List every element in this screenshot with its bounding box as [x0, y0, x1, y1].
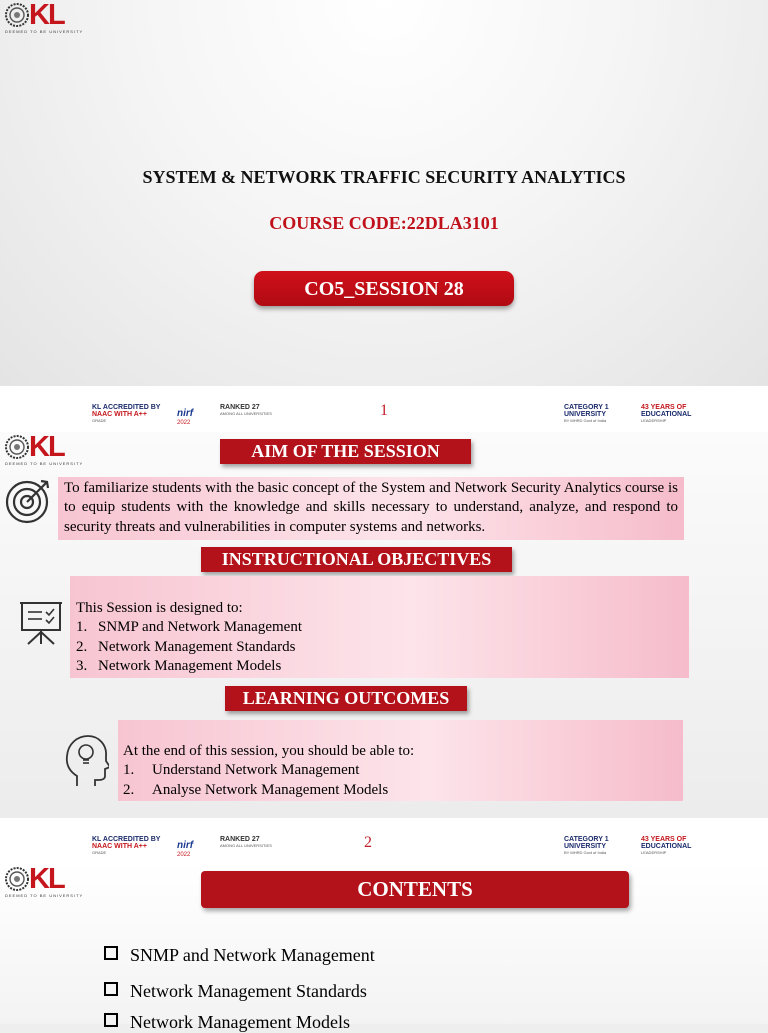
university-seal-icon: [5, 3, 29, 27]
list-item: 2. Analyse Network Management Models: [123, 781, 389, 798]
nirf-rank: RANKED 27 AMONG ALL UNIVERSITIES: [220, 404, 272, 416]
list-item: Network Management Standards: [104, 981, 367, 1002]
aim-text: To familiarize students with the basic concept of the System and Network Security Analytics course is to equip students with the knowledge and skills necessary to understand, analyze, and respond to security threats and vulnerabilities in computer systems and networks.: [64, 480, 678, 535]
target-icon: [5, 476, 53, 524]
outcomes-box: [118, 720, 683, 801]
checkbox-bullet-icon: [104, 982, 118, 996]
kl-university-logo: [2, 0, 84, 40]
logo-wordmark: KL: [29, 0, 64, 31]
list-item: 1. Understand Network Management: [123, 762, 360, 779]
nirf-badge: nirf 2022: [177, 840, 194, 858]
list-item: 3. Network Management Models: [76, 658, 282, 675]
naac-badge: KL ACCREDITED BY NAAC WITH A++ GRADE: [92, 404, 161, 423]
objectives-list: [76, 618, 683, 676]
slide-footer-2: [0, 818, 768, 864]
course-code: COURSE CODE:22DLA3101: [269, 213, 499, 233]
list-item: 2. Network Management Standards: [76, 638, 296, 655]
logo-tagline: DEEMED TO BE UNIVERSITY: [5, 29, 84, 34]
kl-university-logo: KL DEEMED TO BE UNIVERSITY: [5, 863, 84, 898]
university-seal-icon: [5, 435, 29, 459]
outcomes-list: [123, 761, 678, 800]
slide-1: [0, 0, 768, 386]
page-number: 2: [364, 834, 372, 851]
head-lightbulb-icon: [63, 734, 109, 788]
university-seal-icon: [5, 867, 29, 891]
objectives-intro: This Session is designed to:: [76, 600, 243, 616]
list-item: SNMP and Network Management: [104, 945, 375, 966]
nirf-rank: RANKED 27 AMONG ALL UNIVERSITIES: [220, 836, 272, 848]
outcomes-intro: At the end of this session, you should be able to:: [123, 743, 415, 759]
years-badge: 43 YEARS OF EDUCATIONAL LEADERSHIP: [641, 404, 692, 423]
checkbox-bullet-icon: [104, 1013, 118, 1027]
page-number: 1: [380, 402, 388, 419]
objectives-box: [70, 576, 689, 678]
kl-university-logo: KL DEEMED TO BE UNIVERSITY: [5, 431, 84, 466]
contents-heading: CONTENTS: [201, 871, 629, 908]
aim-heading: AIM OF THE SESSION: [220, 439, 471, 464]
objectives-heading: INSTRUCTIONAL OBJECTIVES: [201, 547, 512, 572]
checkbox-bullet-icon: [104, 946, 118, 960]
years-badge: 43 YEARS OF EDUCATIONAL LEADERSHIP: [641, 836, 692, 855]
nirf-badge: nirf 2022: [177, 408, 194, 426]
list-item: 1. SNMP and Network Management: [76, 619, 302, 636]
list-item: Network Management Models: [104, 1012, 350, 1033]
course-title: SYSTEM & NETWORK TRAFFIC SECURITY ANALYTICS: [142, 167, 626, 187]
presentation-board-icon: [18, 600, 64, 646]
category-badge: CATEGORY 1 UNIVERSITY BY MHRD Govt of India: [564, 836, 609, 855]
category-badge: CATEGORY 1 UNIVERSITY BY MHRD Govt of India: [564, 404, 609, 423]
session-badge: CO5_SESSION 28: [254, 271, 514, 306]
outcomes-heading: LEARNING OUTCOMES: [225, 686, 467, 711]
slide-2: [0, 432, 768, 818]
aim-textbox: [58, 477, 684, 540]
slide-footer-1: [0, 386, 768, 432]
naac-badge: KL ACCREDITED BY NAAC WITH A++ GRADE: [92, 836, 161, 855]
